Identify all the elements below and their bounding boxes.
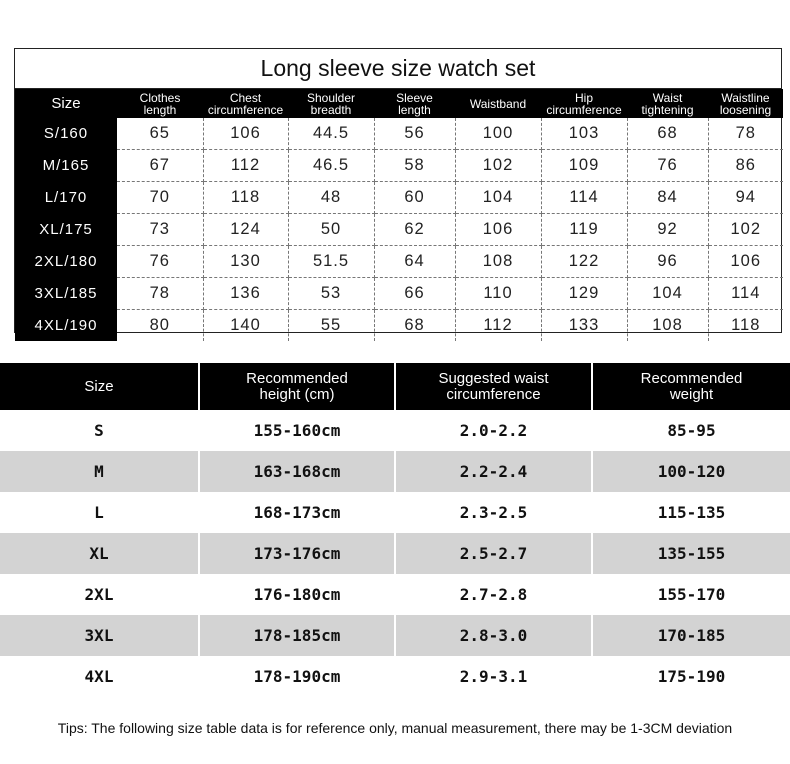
measurement-cell: 84 [627, 182, 708, 214]
measurement-cell: 118 [203, 182, 288, 214]
measurement-cell: 110 [455, 278, 541, 310]
measurement-cell: 73 [117, 214, 203, 246]
measurement-cell: 78 [708, 118, 783, 150]
recommendation-cell: 163-168cm [198, 451, 394, 492]
size-chart-col-header [455, 89, 541, 118]
table-row [0, 656, 790, 697]
size-label-cell: S [94, 421, 104, 440]
measurement-cell: 56 [374, 118, 455, 150]
recommendation-cell: 115-135 [591, 492, 790, 533]
header-line: Sleeve [396, 90, 433, 105]
header-line: breadth [310, 102, 352, 117]
recommendation-header-row [0, 363, 790, 410]
measurement-cell: 62 [374, 214, 455, 246]
measurement-cell: 103 [541, 118, 627, 150]
measurement-cell: 64 [374, 246, 455, 278]
recommendation-cell: 2.2-2.4 [394, 451, 591, 492]
measurement-cell: 106 [708, 246, 783, 278]
recommendation-cell: 178-190cm [198, 656, 394, 697]
header-line: Clothes [139, 90, 181, 105]
measurement-cell: 96 [627, 246, 708, 278]
size-label-cell: XL [0, 533, 198, 574]
measurement-cell: 129 [541, 278, 627, 310]
recommendation-cell: 168-173cm [198, 492, 394, 533]
measurement-cell: 92 [627, 214, 708, 246]
table-row [15, 150, 783, 182]
recommendation-table [0, 363, 790, 697]
recommendation-cell: 2.7-2.8 [394, 574, 591, 615]
recommendation-col-header [198, 363, 394, 410]
header-line: Recommended [640, 369, 743, 387]
header-line: Shoulder [306, 90, 356, 105]
size-label-cell: L [94, 503, 104, 522]
recommendation-cell: 135-155 [591, 533, 790, 574]
header-line: Waistband [469, 96, 527, 111]
header-line: length [143, 102, 177, 117]
measurement-cell: 76 [627, 150, 708, 182]
size-label-cell: 3XL [0, 615, 198, 656]
table-row [0, 451, 790, 492]
size-label-cell: L/170 [15, 182, 117, 214]
size-chart-col-header [117, 89, 203, 118]
table-row [0, 574, 790, 615]
table-row [15, 246, 783, 278]
size-chart-col-header [541, 89, 627, 118]
size-chart-title: Long sleeve size watch set [15, 49, 781, 89]
measurement-cell: 119 [541, 214, 627, 246]
measurement-cell: 94 [708, 182, 783, 214]
recommendation-cell: 2.9-3.1 [394, 656, 591, 697]
recommendation-cell: 2.3-2.5 [394, 492, 591, 533]
measurement-cell: 78 [117, 278, 203, 310]
recommendation-cell: 2.5-2.7 [394, 533, 591, 574]
size-chart-grid [15, 89, 783, 341]
size-label-cell: 2XL [84, 585, 114, 604]
measurement-cell: 55 [288, 310, 374, 342]
recommendation-col-header [394, 363, 591, 410]
measurement-cell: 114 [541, 182, 627, 214]
measurement-cell: 136 [203, 278, 288, 310]
header-line: tightening [641, 102, 694, 117]
header-line: weight [669, 385, 714, 403]
measurement-cell: 44.5 [288, 118, 374, 150]
header-line: Suggested waist [438, 369, 549, 387]
size-chart-col-header [15, 89, 117, 118]
size-label-cell: S/160 [15, 118, 117, 150]
table-row [0, 533, 790, 574]
header-line: length [398, 102, 431, 117]
measurement-cell: 112 [455, 310, 541, 342]
measurement-cell: 102 [708, 214, 783, 246]
header-line: Hip [574, 90, 593, 105]
measurement-cell: 76 [117, 246, 203, 278]
measurement-cell: 68 [374, 310, 455, 342]
measurement-cell: 86 [708, 150, 783, 182]
measurement-cell: 46.5 [288, 150, 374, 182]
measurement-cell: 80 [117, 310, 203, 342]
table-row [15, 310, 783, 342]
size-label-cell: 2XL/180 [15, 246, 117, 278]
size-label-cell: XL/175 [15, 214, 117, 246]
measurement-cell: 109 [541, 150, 627, 182]
measurement-cell: 104 [455, 182, 541, 214]
measurement-cell: 106 [455, 214, 541, 246]
table-row [15, 278, 783, 310]
measurement-cell: 58 [374, 150, 455, 182]
recommendation-cell: 176-180cm [198, 574, 394, 615]
header-line: Chest [229, 90, 262, 105]
recommendation-cell: 155-160cm [198, 410, 394, 451]
measurement-cell: 102 [455, 150, 541, 182]
header-line: Waist [652, 90, 683, 105]
measurement-cell: 122 [541, 246, 627, 278]
measurement-cell: 106 [203, 118, 288, 150]
measurement-cell: 67 [117, 150, 203, 182]
header-line: Waistline [721, 90, 770, 105]
size-label-cell: 4XL/190 [15, 310, 117, 342]
header-line: circumference [546, 102, 622, 117]
measurement-cell: 51.5 [288, 246, 374, 278]
recommendation-cell: 178-185cm [198, 615, 394, 656]
measurement-cell: 50 [288, 214, 374, 246]
table-row [0, 410, 790, 451]
size-label-cell: 3XL/185 [15, 278, 117, 310]
header-line: circumference [446, 385, 541, 403]
table-row [15, 182, 783, 214]
measurement-cell: 140 [203, 310, 288, 342]
tips-note: Tips: The following size table data is for reference only, manual measurement, there may be 1-3CM deviation [57, 720, 733, 736]
measurement-cell: 100 [455, 118, 541, 150]
table-row [15, 118, 783, 150]
measurement-cell: 108 [455, 246, 541, 278]
recommendation-col-header [0, 363, 198, 410]
header-line: Size [84, 377, 114, 395]
size-chart-col-header [708, 89, 783, 118]
size-label-cell: 4XL [84, 667, 114, 686]
measurement-cell: 68 [627, 118, 708, 150]
size-chart-col-header [627, 89, 708, 118]
recommendation-cell: 2.0-2.2 [394, 410, 591, 451]
recommendation-cell: 175-190 [591, 656, 790, 697]
size-label-cell: M/165 [15, 150, 117, 182]
header-line: loosening [719, 102, 772, 117]
measurement-cell: 104 [627, 278, 708, 310]
recommendation-cell: 155-170 [591, 574, 790, 615]
recommendation-cell: 2.8-3.0 [394, 615, 591, 656]
size-chart-col-header [203, 89, 288, 118]
size-label-cell: M [0, 451, 198, 492]
recommendation-col-header [591, 363, 790, 410]
recommendation-cell: 85-95 [591, 410, 790, 451]
header-line: height (cm) [259, 385, 335, 403]
measurement-cell: 60 [374, 182, 455, 214]
size-chart-header-row [15, 89, 783, 118]
header-line: Size [51, 94, 81, 112]
measurement-cell: 112 [203, 150, 288, 182]
measurement-cell: 53 [288, 278, 374, 310]
recommendation-cell: 100-120 [591, 451, 790, 492]
size-chart-col-header [288, 89, 374, 118]
table-row [0, 615, 790, 656]
measurement-cell: 48 [288, 182, 374, 214]
measurement-cell: 124 [203, 214, 288, 246]
table-row [15, 214, 783, 246]
table-row [0, 492, 790, 533]
measurement-cell: 130 [203, 246, 288, 278]
header-line: Recommended [246, 369, 348, 387]
measurement-cell: 114 [708, 278, 783, 310]
measurement-cell: 108 [627, 310, 708, 342]
measurement-cell: 133 [541, 310, 627, 342]
recommendation-cell: 170-185 [591, 615, 790, 656]
size-chart-table [14, 48, 782, 333]
recommendation-cell: 173-176cm [198, 533, 394, 574]
measurement-cell: 118 [731, 316, 761, 334]
measurement-cell: 66 [374, 278, 455, 310]
header-line: circumference [207, 102, 284, 117]
measurement-cell: 65 [117, 118, 203, 150]
size-chart-col-header [374, 89, 455, 118]
measurement-cell: 70 [117, 182, 203, 214]
